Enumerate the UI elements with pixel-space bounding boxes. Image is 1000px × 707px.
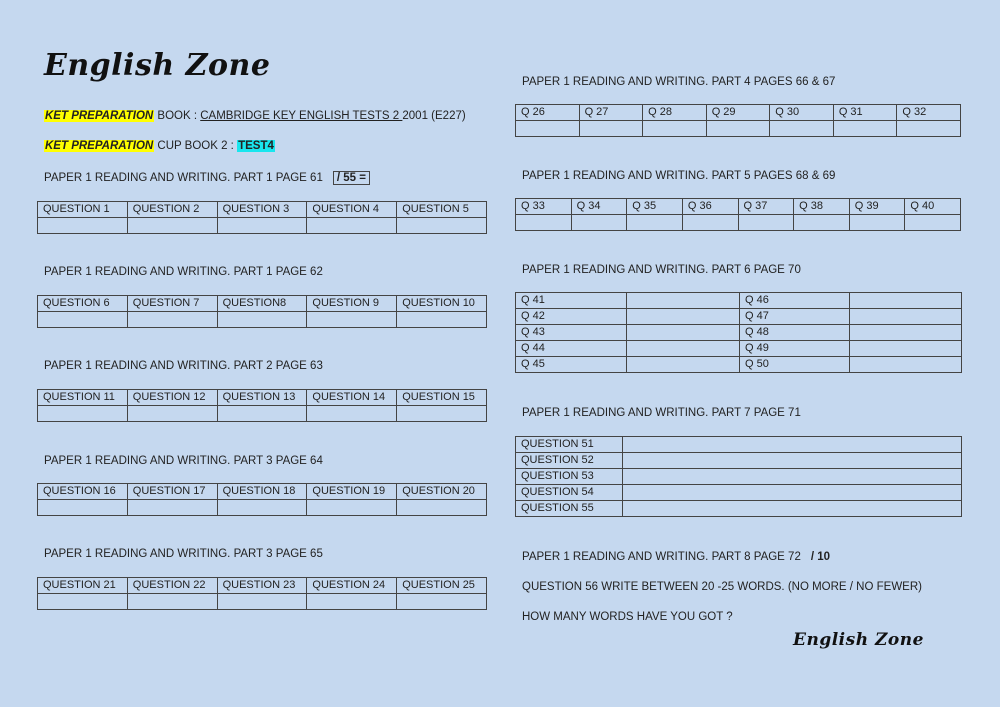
question-label: Q 37 <box>738 199 794 215</box>
answer-cell[interactable] <box>627 215 683 231</box>
section-title-part2-63: PAPER 1 READING AND WRITING. PART 2 PAGE 63 <box>44 360 323 372</box>
word-count-question: HOW MANY WORDS HAVE YOU GOT ? <box>522 611 733 623</box>
answer-cell[interactable] <box>217 218 307 234</box>
answer-cell[interactable] <box>850 357 962 373</box>
question-label: Q 46 <box>740 293 850 309</box>
answer-table-1-5 <box>37 201 487 234</box>
answer-cell[interactable] <box>38 406 128 422</box>
answer-cell[interactable] <box>627 293 740 309</box>
question-label: QUESTION 16 <box>38 484 128 500</box>
answer-cell[interactable] <box>397 594 487 610</box>
question-label: Q 39 <box>849 199 905 215</box>
question-label: QUESTION 3 <box>217 202 307 218</box>
section-title-text: PAPER 1 READING AND WRITING. PART 1 PAGE 61 <box>44 172 323 184</box>
question-label: QUESTION 20 <box>397 484 487 500</box>
answer-cell[interactable] <box>217 500 307 516</box>
answer-cell[interactable] <box>794 215 850 231</box>
question-label: QUESTION 4 <box>307 202 397 218</box>
question-label: Q 45 <box>516 357 627 373</box>
answer-cell[interactable] <box>627 357 740 373</box>
answer-cell[interactable] <box>38 312 128 328</box>
english-zone-logo-small: English Zone <box>793 630 924 650</box>
question-label: Q 29 <box>706 105 770 121</box>
question-label: Q 33 <box>516 199 572 215</box>
answer-cell[interactable] <box>127 218 217 234</box>
book-suffix: 2001 (E227) <box>402 110 466 122</box>
ket-book-line <box>44 110 466 122</box>
answer-cell[interactable] <box>127 312 217 328</box>
answer-cell[interactable] <box>397 218 487 234</box>
answer-cell[interactable] <box>738 215 794 231</box>
question-label: QUESTION 10 <box>397 296 487 312</box>
question-label: Q 48 <box>740 325 850 341</box>
part8-score: / 10 <box>810 551 831 563</box>
section-title-part4: PAPER 1 READING AND WRITING. PART 4 PAGES 66 & 67 <box>522 76 836 88</box>
answer-cell[interactable] <box>623 501 962 517</box>
question-label: Q 49 <box>740 341 850 357</box>
answer-cell[interactable] <box>38 594 128 610</box>
section-title-part3-65: PAPER 1 READING AND WRITING. PART 3 PAGE 65 <box>44 548 323 560</box>
question-label: QUESTION 2 <box>127 202 217 218</box>
section-title-part6: PAPER 1 READING AND WRITING. PART 6 PAGE 70 <box>522 264 801 276</box>
answer-cell[interactable] <box>127 406 217 422</box>
answer-cell[interactable] <box>850 341 962 357</box>
question-label: QUESTION 22 <box>127 578 217 594</box>
answer-cell[interactable] <box>579 121 643 137</box>
answer-cell[interactable] <box>627 309 740 325</box>
question-label: QUESTION 19 <box>307 484 397 500</box>
question-label: QUESTION 55 <box>516 501 623 517</box>
answer-cell[interactable] <box>770 121 834 137</box>
question-label: QUESTION 5 <box>397 202 487 218</box>
ket-preparation-highlight-2: KET PREPARATION <box>45 140 154 152</box>
answer-cell[interactable] <box>307 406 397 422</box>
section-title-part5: PAPER 1 READING AND WRITING. PART 5 PAGES 68 & 69 <box>522 170 836 182</box>
question-label: Q 38 <box>794 199 850 215</box>
answer-cell[interactable] <box>849 215 905 231</box>
question-label: QUESTION 17 <box>127 484 217 500</box>
answer-cell[interactable] <box>516 215 572 231</box>
question-label: Q 35 <box>627 199 683 215</box>
question-label: QUESTION 25 <box>397 578 487 594</box>
answer-cell[interactable] <box>706 121 770 137</box>
question-label: QUESTION 21 <box>38 578 128 594</box>
answer-cell[interactable] <box>627 325 740 341</box>
answer-cell[interactable] <box>850 293 962 309</box>
answer-table-16-20 <box>37 483 487 516</box>
answer-cell[interactable] <box>38 500 128 516</box>
book-prefix: BOOK : <box>154 110 201 122</box>
answer-table-21-25 <box>37 577 487 610</box>
answer-cell[interactable] <box>682 215 738 231</box>
question-56-instruction: QUESTION 56 WRITE BETWEEN 20 -25 WORDS. (NO MORE / NO FEWER) <box>522 581 922 593</box>
answer-table-26-32 <box>515 104 961 137</box>
question-label: Q 28 <box>643 105 707 121</box>
answer-table-41-50 <box>515 292 962 373</box>
answer-cell[interactable] <box>516 121 580 137</box>
question-label: QUESTION 23 <box>217 578 307 594</box>
question-label: Q 47 <box>740 309 850 325</box>
question-label: Q 40 <box>905 199 961 215</box>
answer-cell[interactable] <box>623 453 962 469</box>
section-title-part1-61 <box>44 172 370 184</box>
answer-cell[interactable] <box>307 218 397 234</box>
question-label: QUESTION 54 <box>516 485 623 501</box>
english-zone-logo: English Zone <box>44 48 271 83</box>
question-label: Q 43 <box>516 325 627 341</box>
question-label: QUESTION 51 <box>516 437 623 453</box>
answer-cell[interactable] <box>627 341 740 357</box>
answer-cell[interactable] <box>217 406 307 422</box>
question-label: QUESTION 18 <box>217 484 307 500</box>
question-label: QUESTION 7 <box>127 296 217 312</box>
question-label: QUESTION 9 <box>307 296 397 312</box>
question-label: QUESTION 52 <box>516 453 623 469</box>
answer-table-6-10 <box>37 295 487 328</box>
section-title-part3-64: PAPER 1 READING AND WRITING. PART 3 PAGE 64 <box>44 455 323 467</box>
question-label: QUESTION 14 <box>307 390 397 406</box>
book-title: CAMBRIDGE KEY ENGLISH TESTS 2 <box>200 110 403 122</box>
question-label: Q 27 <box>579 105 643 121</box>
answer-table-11-15 <box>37 389 487 422</box>
answer-cell[interactable] <box>397 406 487 422</box>
answer-cell[interactable] <box>307 594 397 610</box>
question-label: Q 41 <box>516 293 627 309</box>
section-title-part8 <box>522 551 830 563</box>
answer-cell[interactable] <box>623 485 962 501</box>
section-title-part7: PAPER 1 READING AND WRITING. PART 7 PAGE 71 <box>522 407 801 419</box>
cup-prefix: CUP BOOK 2 : <box>154 140 238 152</box>
question-label: Q 42 <box>516 309 627 325</box>
answer-cell[interactable] <box>623 437 962 453</box>
ket-cup-line <box>44 140 275 152</box>
question-label: QUESTION8 <box>217 296 307 312</box>
section-title-text: PAPER 1 READING AND WRITING. PART 8 PAGE 72 <box>522 551 801 563</box>
answer-cell[interactable] <box>38 218 128 234</box>
answer-cell[interactable] <box>307 312 397 328</box>
question-label: Q 30 <box>770 105 834 121</box>
question-label: Q 26 <box>516 105 580 121</box>
section-title-part1-62: PAPER 1 READING AND WRITING. PART 1 PAGE 62 <box>44 266 323 278</box>
question-label: QUESTION 15 <box>397 390 487 406</box>
question-label: Q 32 <box>897 105 961 121</box>
answer-cell[interactable] <box>217 312 307 328</box>
question-label: QUESTION 1 <box>38 202 128 218</box>
answer-table-51-55 <box>515 436 962 517</box>
answer-cell[interactable] <box>307 500 397 516</box>
question-label: Q 31 <box>833 105 897 121</box>
answer-cell[interactable] <box>571 215 627 231</box>
total-score-box: / 55 = <box>333 171 370 185</box>
answer-cell[interactable] <box>623 469 962 485</box>
question-label: QUESTION 11 <box>38 390 128 406</box>
answer-cell[interactable] <box>397 312 487 328</box>
answer-cell[interactable] <box>127 500 217 516</box>
answer-cell[interactable] <box>905 215 961 231</box>
question-label: QUESTION 24 <box>307 578 397 594</box>
answer-cell[interactable] <box>850 325 962 341</box>
answer-table-33-40 <box>515 198 961 231</box>
answer-cell[interactable] <box>833 121 897 137</box>
question-label: Q 50 <box>740 357 850 373</box>
question-label: Q 34 <box>571 199 627 215</box>
question-label: QUESTION 12 <box>127 390 217 406</box>
answer-cell[interactable] <box>127 594 217 610</box>
question-label: Q 44 <box>516 341 627 357</box>
answer-cell[interactable] <box>850 309 962 325</box>
answer-cell[interactable] <box>217 594 307 610</box>
ket-preparation-highlight: KET PREPARATION <box>45 110 154 122</box>
question-label: QUESTION 13 <box>217 390 307 406</box>
answer-cell[interactable] <box>397 500 487 516</box>
test-badge: TEST4 <box>238 140 274 152</box>
question-label: QUESTION 53 <box>516 469 623 485</box>
question-label: Q 36 <box>682 199 738 215</box>
answer-cell[interactable] <box>897 121 961 137</box>
question-label: QUESTION 6 <box>38 296 128 312</box>
answer-cell[interactable] <box>643 121 707 137</box>
